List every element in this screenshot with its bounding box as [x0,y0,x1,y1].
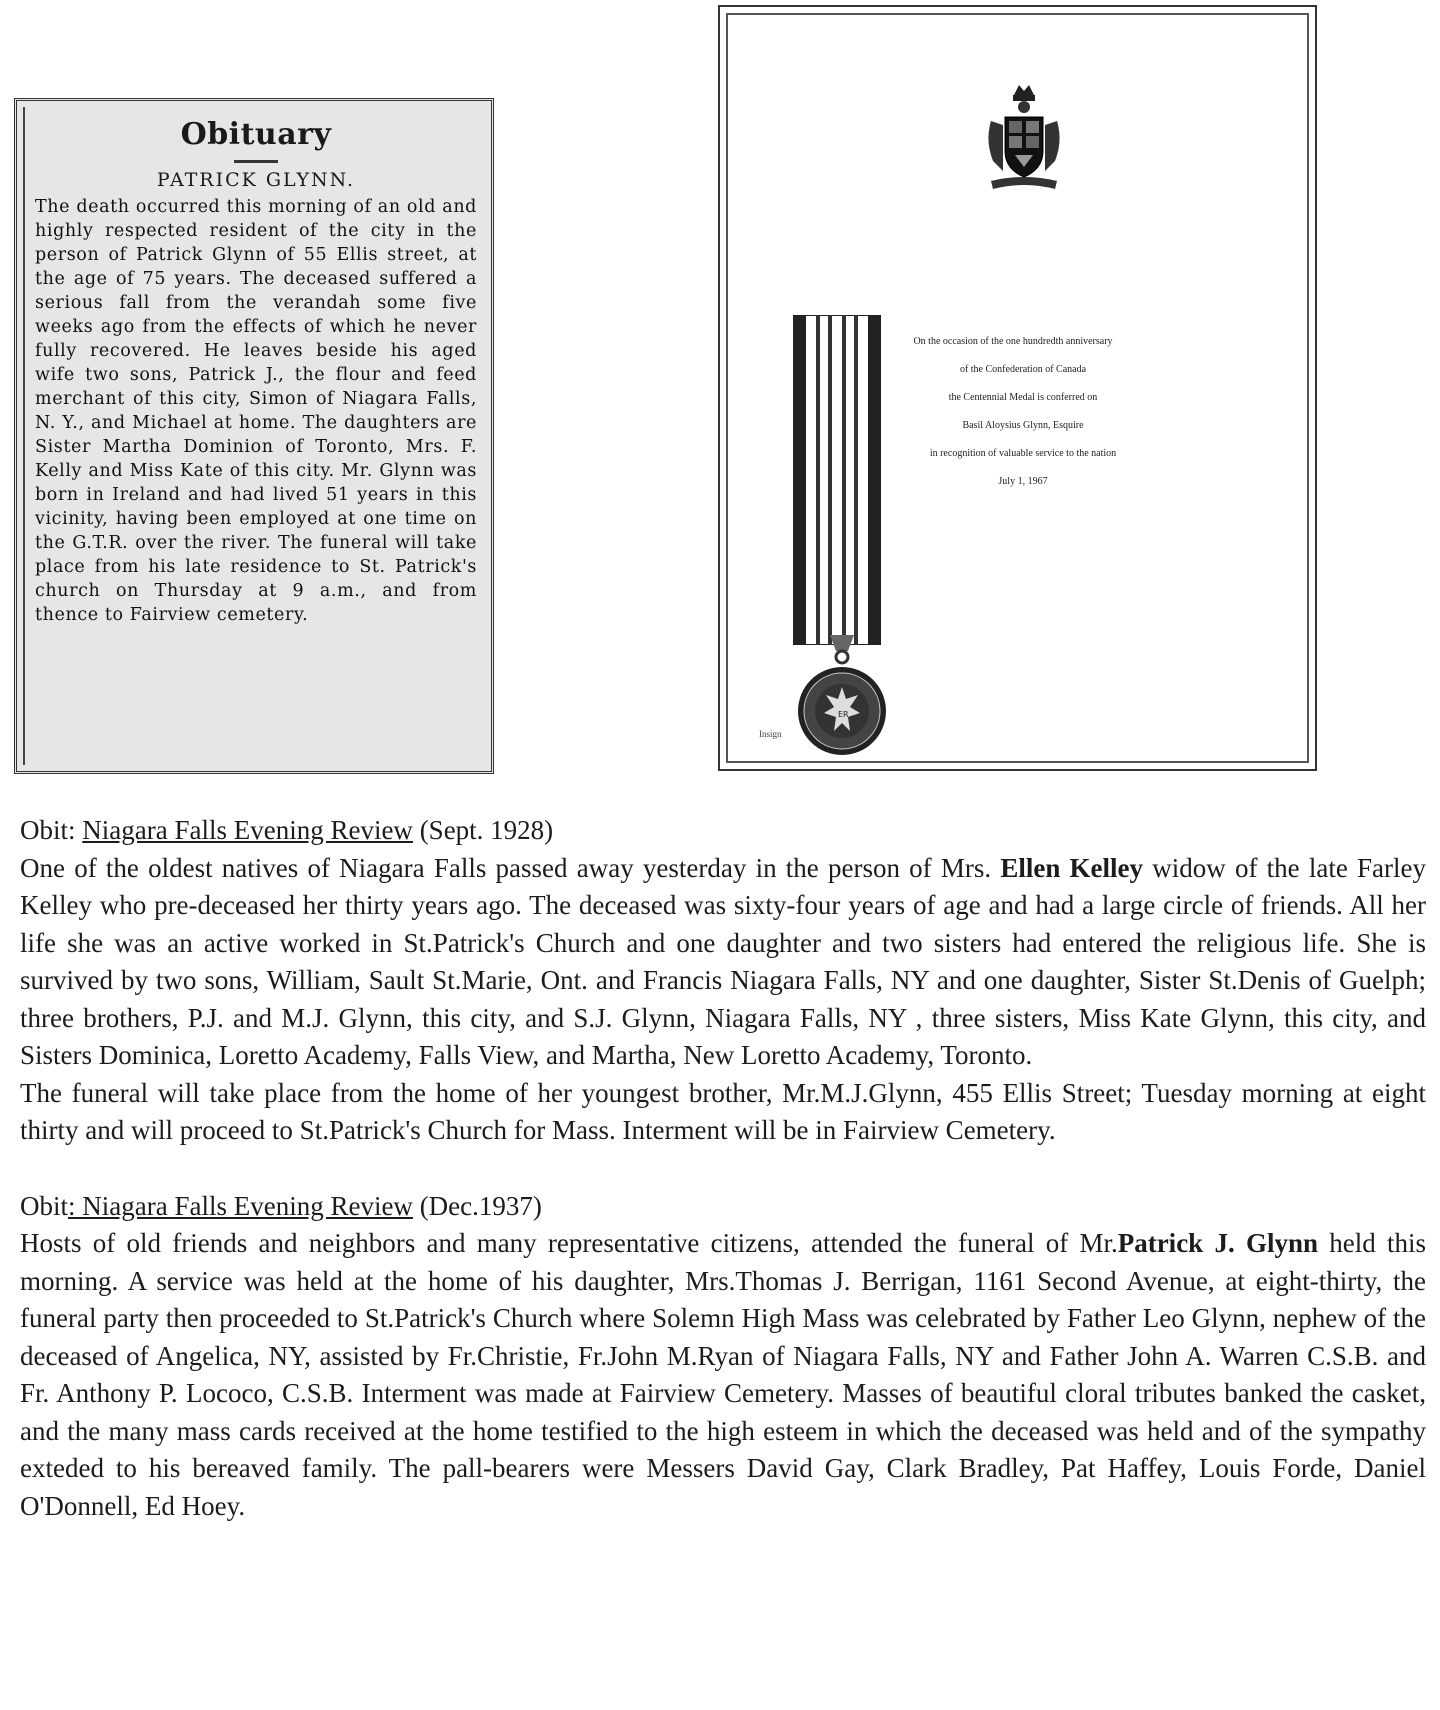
deceased-name: Patrick J. Glynn [1117,1228,1318,1258]
coat-of-arms-icon [981,81,1067,195]
article-date: (Sept. 1928) [412,815,554,845]
clipping-title: Obituary [180,117,332,152]
newspaper-source: Niagara Falls Evening Review [82,815,413,845]
clipping-body: The death occurred this morning of an old and highly respected resident of the city in the person of Patrick Glynn of 55 Ellis street, at the age of 75 years. The deceased suffered a serious fall from the verandah some five weeks ago from the effects of which he never fully recovered. He leaves beside his aged wife two sons, Patrick J., the flour and feed merchant of this city, Simon of Niagara Falls, N. Y., and Michael at home. The daughters are Sister Martha Dominion of Toronto, Mrs. F. Kelly and Miss Kate of this city. Mr. Glynn was born in Ireland and had lived 51 years in this vicinity, having been employed at one time on the G.T.R. over the river. The funeral will take place from his late residence to St. Patrick's church on Thursday at 9 a.m., and from thence to Fairview cemetery. [35,197,477,625]
centennial-medal-icon [792,635,892,759]
deceased-name: Ellen Kelley [1000,852,1144,883]
obit-prefix: Obit [20,1190,69,1221]
certificate-line-recipient: Basil Aloysius Glynn, Esquire [962,420,1084,431]
article-headline [20,1188,1426,1226]
obit-prefix: Obit: [20,815,83,845]
clipping-content [23,107,485,765]
clipping-rule [234,160,278,163]
medal-ribbon [792,315,882,645]
svg-text:ER: ER [838,710,849,719]
article-spacer [20,1150,1426,1188]
paragraph-text: One of the oldest natives of Niagara Falls passed away yesterday in the person of Mrs. [20,852,1001,883]
clipping-name: PATRICK GLYNN. [156,169,356,191]
article-paragraph [20,1225,1426,1525]
certificate-line-occasion: On the occasion of the one hundredth anniversary [913,336,1113,347]
funeral-paragraph: The funeral will take place from the home of her youngest brother, Mr.M.J.Glynn, 455 Ellis Street; Tuesday morning at eight thirty and will proceed to St.Patrick's Church for Mass. Interment will be in Fairview Cemetery. [20,1077,1426,1145]
certificate-line-recognition: in recognition of valuable service to the nation [929,448,1117,459]
insignia-label: Insign [759,729,782,739]
obituary-clipping [14,98,494,774]
certificate-line-confederation: of the Confederation of Canada [959,364,1087,375]
article-1937 [20,1188,1426,1526]
article-headline [20,812,1426,850]
article-1928 [20,812,1426,1150]
certificate-frame [726,13,1309,763]
medal-certificate [718,5,1317,771]
certificate-line-date: July 1, 1967 [998,476,1048,487]
paragraph-text: held this morning. A service was held at the home of his daughter, Mrs.Thomas J. Berrigan, 1161 Second Avenue, at eight-thirty, the funeral party then proceeded to St.Patrick's Church where Solemn High Mass was celebrated by Father Leo Glynn, nephew of the deceased of Angelica, NY, assisted by Fr.Christie, Fr.John M.Ryan of Niagara Falls, NY and Father John A. Warren C.S.B. and Fr. Anthony P. Lococo, C.S.B. Interment was made at Fairview Cemetery. Masses of beautiful cloral tributes banked the casket, and the many mass cards received at the home testified to the high esteem in which the deceased was held and of the sympathy exteded to his bereaved family. The pall-bearers were Messers David Gay, Clark Bradley, Pat Haffey, Louis Forde, Daniel O'Donnell, Ed Hoey. [20,1228,1426,1521]
certificate-line-medal: the Centennial Medal is conferred on [948,392,1098,403]
obituary-transcriptions [20,812,1426,1525]
article-paragraph [20,850,1426,1075]
paragraph-text: widow of the late Farley Kelley who pre-deceased her thirty years ago. The deceased was sixty-four years of age and had a large circle of friends. All her life she was an active worked in St.Patrick's Church and one daughter and two sisters had entered the religious life. She is survived by two sons, William, Sault St.Marie, Ont. and Francis Niagara Falls, NY and one daughter, Sister St.Denis of Guelph; three brothers, P.J. and M.J. Glynn, this city, and S.J. Glynn, Niagara Falls, NY , three sisters, Miss Kate Glynn, this city, and Sisters Dominica, Loretto Academy, Falls View, and Martha, New Loretto Academy, Toronto. [20,852,1426,1070]
paragraph-text: Hosts of old friends and neighbors and many representative citizens, attended the funeral of Mr. [20,1228,1118,1258]
certificate-text [873,335,1173,503]
newspaper-source: : Niagara Falls Evening Review [68,1190,413,1221]
article-date: (Dec.1937) [412,1190,542,1221]
